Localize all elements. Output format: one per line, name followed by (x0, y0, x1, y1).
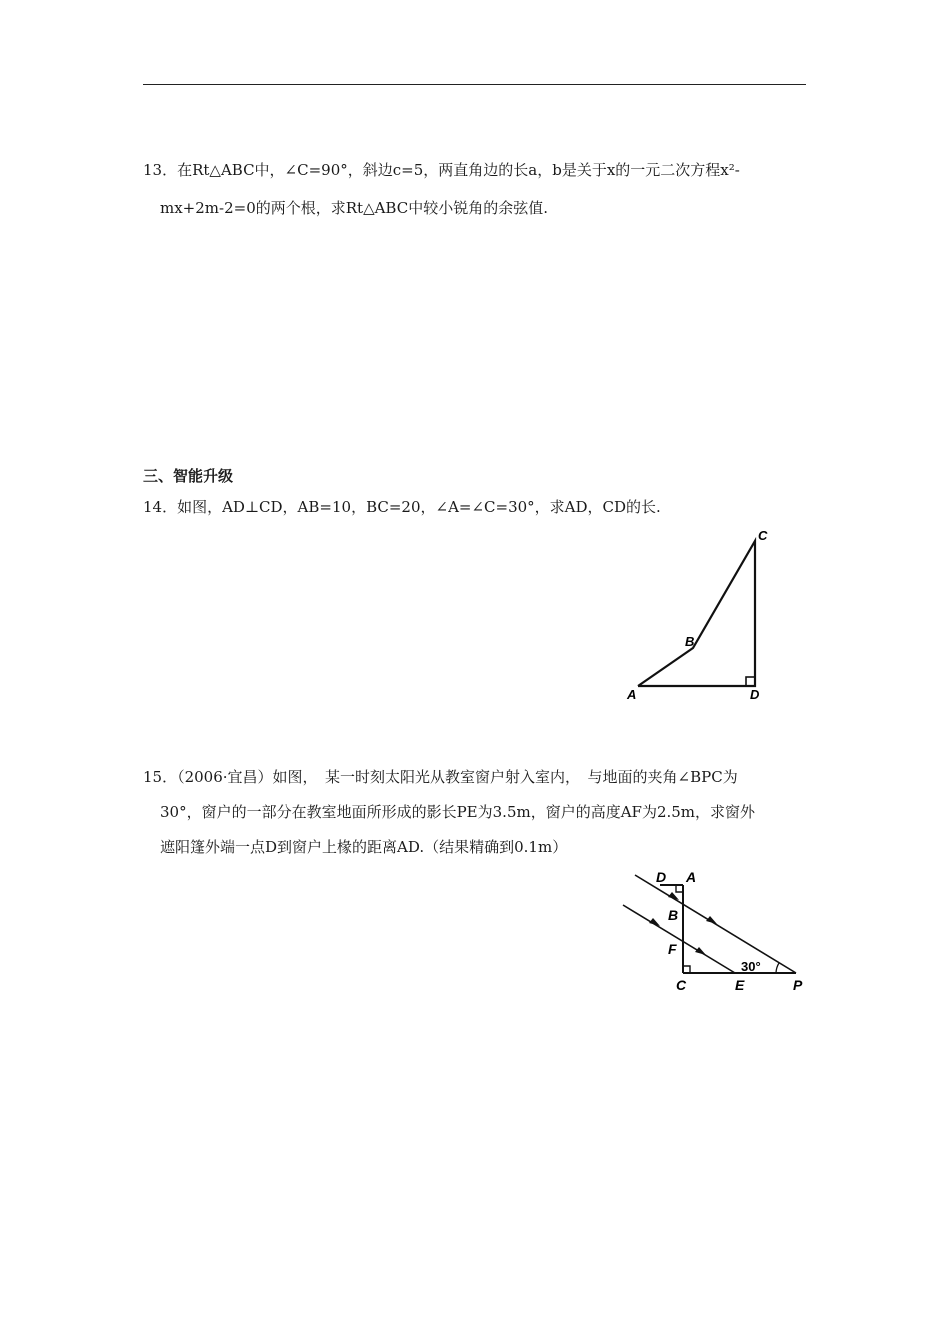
q14-label-d: D (750, 687, 760, 702)
q15-right-angle-a (676, 885, 683, 892)
q15-label-d: D (656, 869, 667, 885)
q14-path (638, 541, 755, 686)
q15-figure (610, 865, 810, 1000)
section-title: 三、智能升级 (143, 467, 234, 485)
q15-line-1: 15．（2006·宜昌）如图， 某一时刻太阳光从教室窗户射入室内， 与地面的夹角∠BPC为 (143, 768, 738, 786)
q15-right-angle-c (683, 966, 690, 973)
q15-label-a: A (686, 869, 697, 885)
q15-angle-arc (776, 963, 779, 973)
q14-text: 14．如图，AD⊥CD，AB=10，BC=20，∠A=∠C=30°，求AD，CD的长. (143, 498, 661, 516)
q15-line-3: 遮阳篷外端一点D到窗户上椽的距离AD.（结果精确到0.1m） (160, 838, 568, 856)
q15-angle-label: 30° (741, 959, 761, 974)
q15-label-e: E (735, 977, 745, 993)
q14-label-b: B (685, 634, 695, 649)
q13-line-2: mx+2m-2=0的两个根，求Rt△ABC中较小锐角的余弦值. (160, 199, 548, 217)
q14-label-c: C (758, 528, 768, 543)
q13-line-1: 13．在Rt△ABC中，∠C=90°，斜边c=5，两直角边的长a，b是关于x的一元二次方程x²- (143, 161, 740, 179)
q15-label-f: F (668, 941, 677, 957)
q14-figure (620, 525, 780, 705)
q14-label-a: A (627, 687, 637, 702)
q14-right-angle-mark (746, 677, 755, 686)
q15-arrow-2 (706, 916, 717, 924)
q15-line-2: 30°，窗户的一部分在教室地面所形成的影长PE为3.5m，窗户的高度AF为2.5m，求窗外 (160, 803, 756, 821)
q15-label-c: C (676, 977, 687, 993)
header-rule (143, 84, 806, 85)
q15-arrow-4 (695, 947, 706, 955)
q15-ray-lower (623, 905, 735, 973)
q15-ray-upper (635, 875, 796, 973)
q15-label-p: P (793, 977, 803, 993)
q15-label-b: B (668, 907, 679, 923)
